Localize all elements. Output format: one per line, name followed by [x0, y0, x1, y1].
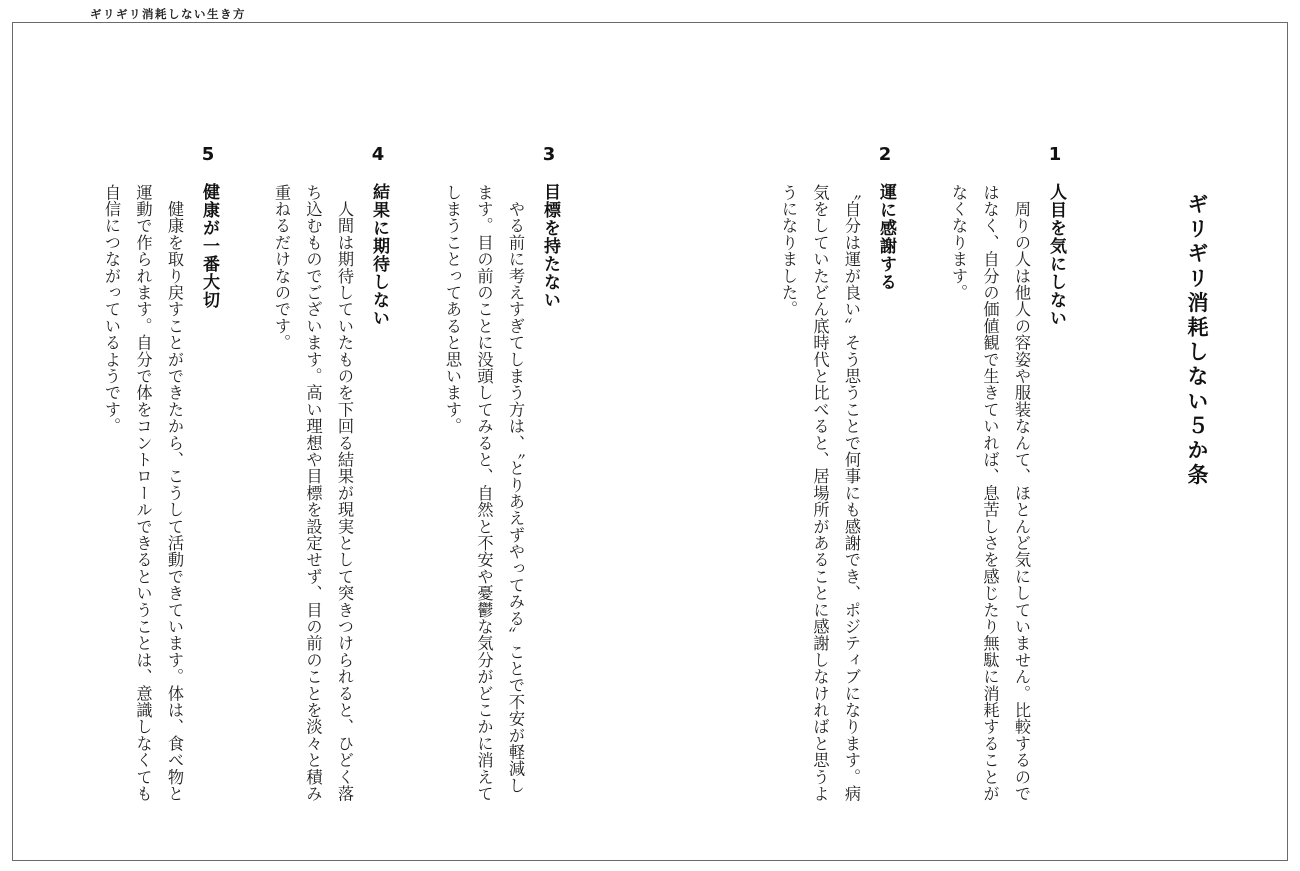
item-5-number: 5: [201, 144, 215, 165]
item-5-text: 健康を取り戻すことができたから、こうして活動できています。体は、食べ物と運動で作られます。自分で体をコントロールできるということは、意識しなくても自信につながっているようです。: [102, 184, 184, 802]
page-title: ギリギリ消耗しない５か条: [1185, 193, 1209, 489]
item-1-text: 周りの人は他人の容姿や服装なんて、ほとんど気にしていません。比較するのではなく、自分の価値観で生きていれば、息苦しさを感じたり無駄に消耗することがなくなります。: [949, 184, 1031, 802]
item-3-number: 3: [542, 144, 556, 165]
item-5-heading: 健康が一番大切: [199, 183, 219, 309]
item-4-number: 4: [371, 144, 385, 165]
item-2-number: 2: [878, 144, 892, 165]
item-4-heading: 結果に期待しない: [369, 183, 389, 327]
item-1-number: 1: [1048, 144, 1062, 165]
running-header: ギリギリ消耗しない生き方: [90, 7, 246, 21]
item-2-heading: 運に感謝する: [876, 183, 896, 291]
item-3-text: やる前に考えすぎてしまう方は、〝とりあえずやってみる〟ことで不安が軽減します。目の前のことに没頭してみると、自然と不安や憂鬱な気分がどこかに消えてしまうことってあると思います。: [443, 184, 525, 802]
item-4-text: 人間は期待していたものを下回る結果が現実として突きつけられると、ひどく落ち込むものでございます。高い理想や目標を設定せず、目の前のことを淡々と積み重ねるだけなのです。: [272, 184, 354, 802]
item-2-text: 〝自分は運が良い〟そう思うことで何事にも感謝でき、ポジティブになります。病気をしていたどん底時代と比べると、居場所があることに感謝しなければと思うようになりました。: [779, 184, 861, 802]
item-1-heading: 人目を気にしない: [1046, 183, 1066, 327]
item-3-heading: 目標を持たない: [540, 183, 560, 309]
